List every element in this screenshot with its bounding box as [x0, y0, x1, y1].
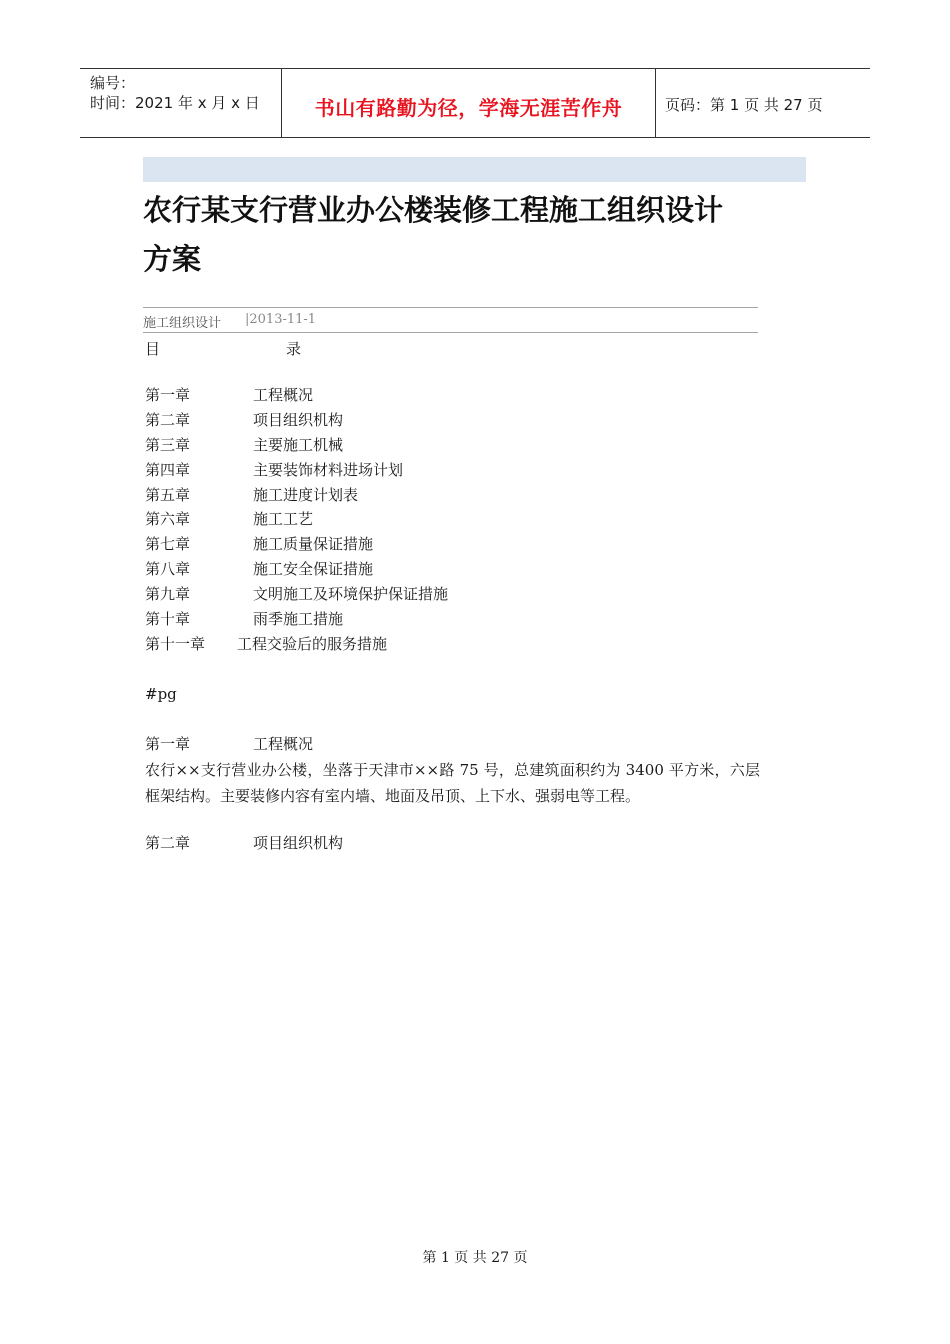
page-info: 页码：第 1 页 共 27 页 — [665, 96, 823, 114]
title-banner — [143, 157, 806, 182]
motto-text: 书山有路勤为径，学海无涯苦作舟 — [314, 96, 623, 120]
toc-heading-left: 目 — [145, 340, 161, 358]
section-1-chapter: 第一章 — [145, 735, 191, 753]
pg-marker: #pg — [145, 685, 177, 703]
time-label: 时间：2021 年 x 月 x 日 — [90, 94, 260, 112]
toc-heading-right: 录 — [286, 340, 302, 358]
section-1-heading — [145, 733, 314, 754]
section-1-title: 工程概况 — [253, 735, 314, 753]
title-line-1: 农行某支行营业办公楼装修工程施工组织设计 — [143, 193, 724, 227]
header-id-cell — [80, 69, 280, 137]
number-label: 编号： — [90, 74, 136, 92]
section-2-chapter: 第二章 — [145, 834, 191, 852]
section-2-heading — [145, 832, 344, 853]
divider-bottom — [143, 332, 758, 333]
section-1-body: 农行××支行营业办公楼，坐落于天津市××路 75 号，总建筑面积约为 3400 平方米，六层框架结构。主要装修内容有室内墙、地面及吊顶、上下水、强弱电等工程。 — [145, 761, 760, 805]
header-page-cell — [655, 69, 870, 137]
header-motto-cell — [281, 69, 656, 137]
title-line-2: 方案 — [143, 242, 202, 276]
document-meta — [143, 312, 317, 331]
document-title — [143, 186, 783, 284]
page-header — [80, 68, 870, 138]
meta-date: |2013-11-1 — [245, 312, 317, 327]
meta-category: 施工组织设计 — [143, 316, 222, 331]
page-footer: 第 1 页 共 27 页 — [422, 1250, 528, 1266]
divider-top — [143, 307, 758, 308]
section-2-title: 项目组织机构 — [253, 834, 344, 852]
toc-heading — [145, 338, 302, 359]
